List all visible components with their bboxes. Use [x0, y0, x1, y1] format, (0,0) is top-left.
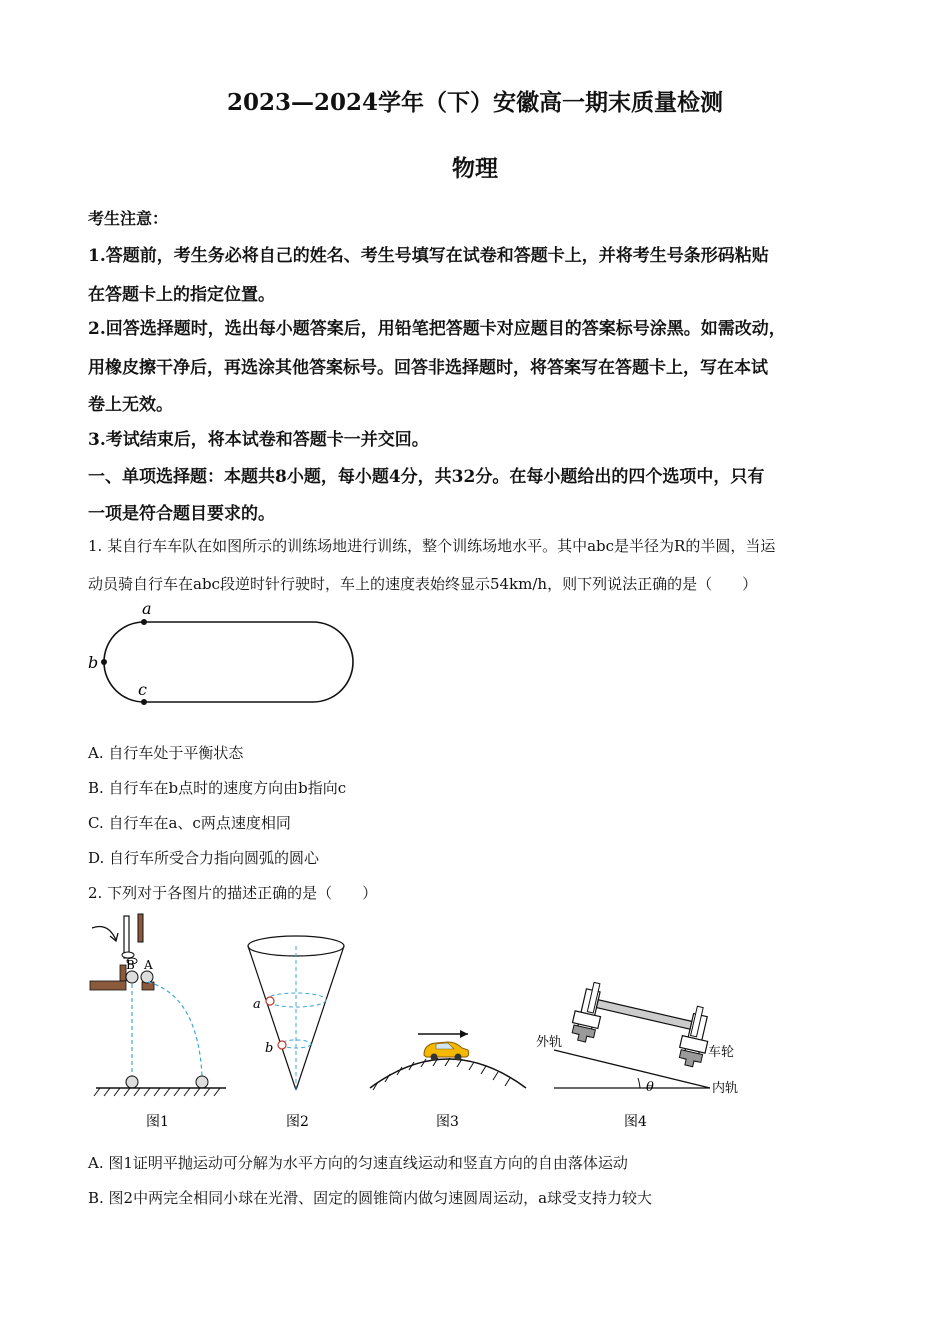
fig4-caption: 图4	[624, 1114, 647, 1130]
fig1-label-b: B	[126, 958, 135, 972]
q1-option-a: A. 自行车处于平衡状态	[88, 744, 244, 762]
subject-title: 物理	[452, 155, 498, 182]
fig4-label-outer-rail: 外轨	[536, 1035, 563, 1050]
q1-option-d: D. 自行车所受合力指向圆弧的圆心	[88, 849, 320, 867]
figure-4	[536, 980, 738, 1130]
fig2-label-b: b	[265, 1041, 274, 1056]
fig3-caption: 图3	[436, 1114, 459, 1130]
q2-option-b: B. 图2中两完全相同小球在光滑、固定的圆锥筒内做匀速圆周运动，a球受支持力较大	[88, 1189, 653, 1207]
section-line-2: 一项是符合题目要求的。	[88, 504, 275, 524]
figure-3	[370, 1030, 526, 1130]
q2-option-a: A. 图1证明平抛运动可分解为水平方向的匀速直线运动和竖直方向的自由落体运动	[88, 1154, 628, 1172]
notice-line-4: 用橡皮擦干净后，再选涂其他答案标号。回答非选择题时，将答案写在答题卡上，写在本试	[88, 358, 768, 378]
label-c: c	[138, 680, 147, 699]
point-b	[101, 659, 107, 665]
figure-1	[90, 914, 226, 1130]
fig4-label-inner-rail: 内轨	[712, 1081, 739, 1096]
notice-line-2: 在答题卡上的指定位置。	[88, 285, 275, 305]
point-c	[141, 699, 147, 705]
notice-line-1: 1.答题前，考生务必将自己的姓名、考生号填写在试卷和答题卡上，并将考生号条形码粘贴	[88, 246, 769, 266]
fig2-caption: 图2	[286, 1114, 309, 1130]
q2-figures	[80, 910, 780, 1135]
notice-line-5: 卷上无效。	[88, 395, 173, 415]
notice-line-6: 3.考试结束后，将本试卷和答题卡一并交回。	[88, 430, 429, 450]
q2-stem: 2. 下列对于各图片的描述正确的是（ ）	[88, 884, 378, 902]
section-line-1: 一、单项选择题：本题共8小题，每小题4分，共32分。在每小题给出的四个选项中，只有	[88, 467, 765, 487]
label-b: b	[88, 653, 99, 672]
fig1-caption: 图1	[146, 1114, 169, 1130]
notice-line-3: 2.回答选择题时，选出每小题答案后，用铅笔把答题卡对应题目的答案标号涂黑。如需改动，	[88, 319, 786, 339]
fig2-label-a: a	[253, 997, 261, 1012]
q1-track-figure	[80, 596, 370, 708]
point-a	[141, 619, 147, 625]
q1-option-b: B. 自行车在b点时的速度方向由b指向c	[88, 779, 347, 797]
fig4-label-theta: θ	[646, 1080, 654, 1095]
exam-title: 2023—2024学年（下）安徽高一期末质量检测	[226, 89, 724, 116]
q1-option-c: C. 自行车在a、c两点速度相同	[88, 814, 291, 832]
q1-stem-line-1: 1. 某自行车车队在如图所示的训练场地进行训练，整个训练场地水平。其中abc是半径为R的半圆，当运	[88, 537, 776, 555]
fig4-label-wheel: 车轮	[708, 1045, 735, 1060]
label-a: a	[142, 599, 152, 618]
q1-stem-line-2: 动员骑自行车在abc段逆时针行驶时，车上的速度表始终显示54km/h，则下列说法正确的是（ ）	[88, 575, 758, 593]
figure-2	[248, 936, 344, 1130]
notice-heading: 考生注意：	[88, 209, 169, 228]
fig1-label-a: A	[144, 958, 153, 972]
